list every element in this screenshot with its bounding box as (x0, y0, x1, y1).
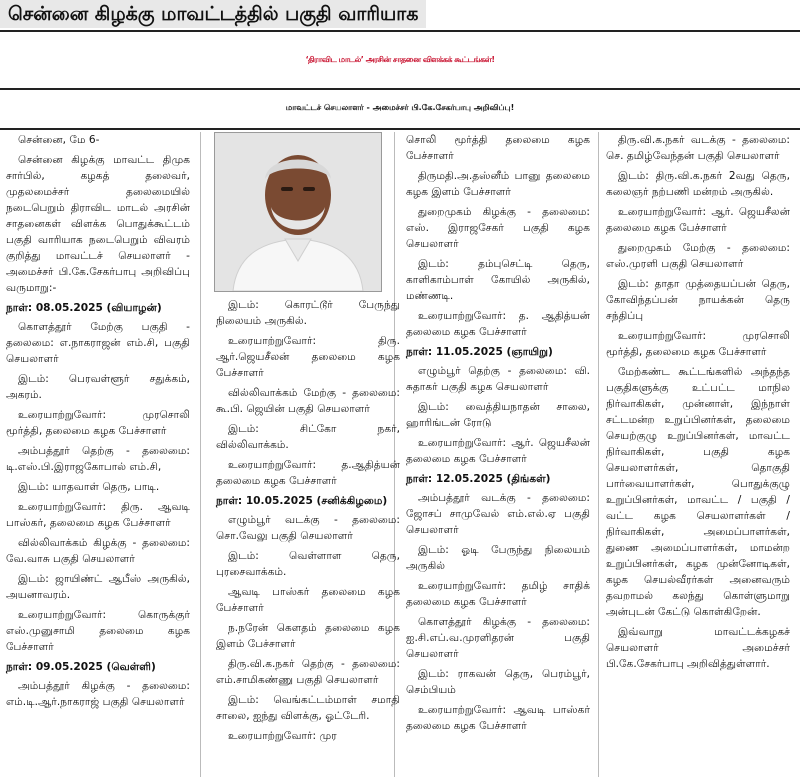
column-2 (216, 132, 400, 748)
paragraph: அம்பத்தூர் தெற்கு - தலைமை: டி.எஸ்.பி.இராஜகோபால் எம்.சி, (6, 445, 190, 473)
article-body (6, 132, 794, 777)
paragraph: உரையாற்றுவோர்: திரு. ஆவடி பாஸ்கர், தலைமை கழக பேச்சாளர் (6, 501, 190, 529)
paragraph: துறைமுகம் கிழக்கு - தலைமை: எஸ். இராஜசேகர் பகுதி கழக செயலாளர் (406, 206, 590, 250)
paragraph: உரையாற்றுவோர்: ஆர். ஜெயசீலன் தலைமை கழக பேச்சாளர் (406, 437, 590, 465)
event-date: நாள்: 10.05.2025 (சனிக்கிழமை) (216, 495, 388, 507)
paragraph: வில்லிவாக்கம் கிழக்கு - தலைமை: வே.வாசு பகுதி செயலாளர் (6, 537, 190, 565)
column-4 (606, 132, 790, 676)
event-date: நாள்: 09.05.2025 (வெள்ளி) (6, 661, 156, 673)
paragraph: உரையாற்றுவோர்: ஆர். ஜெயசீலன் தலைமை கழக பேச்சாளர் (606, 206, 790, 234)
paragraph: இடம்: பெரவள்ளூர் சதுக்கம், அகரம். (6, 373, 190, 401)
paragraph: உரையாற்றுவோர்: த. ஆதித்யன் தலைமை கழக பேச்சாளர் (406, 310, 590, 338)
paragraph: கொளத்தூர் கிழக்கு - தலைமை: ஐ.சி.எப்.வ.முரளிதரன் பகுதி செயலாளர் (406, 616, 590, 660)
paragraph: இடம்: ஜாயிண்ட் ஆபீஸ் அருகில், அயனாவரம். (6, 573, 190, 601)
paragraph: இடம்: திரு.வி.க.நகர் 2வது தெரு, கலைஞர் நற்பணி மன்றம் அருகில். (606, 170, 790, 198)
subhead-band (0, 88, 800, 130)
paragraph: உரையாற்றுவோர்: கொருக்குர் எஸ்.முனுசாமி தலைமை கழக பேச்சாளர் (6, 609, 190, 653)
paragraph: கொளத்தூர் மேற்கு பகுதி - தலைமை: எ.நாகராஜன் எம்.சி, பகுதி செயலாளர் (6, 321, 190, 365)
paragraph: இடம்: ராகவன் தெரு, பெரம்பூர், செம்பியம் (406, 668, 590, 696)
photo-space (216, 132, 400, 297)
paragraph: உரையாற்றுவோர்: முரசொலி மூர்த்தி, தலைமை கழக பேச்சாளர் (6, 409, 190, 437)
paragraph: அம்பத்தூர் வடக்கு - தலைமை: ஜோசப் சாமுவேல் எம்.எல்.ஏ பகுதி செயலாளர் (406, 492, 590, 536)
paragraph: ஆவடி பாஸ்கர் தலைமை கழக பேச்சாளர் (216, 586, 400, 614)
kicker-rule (0, 30, 800, 32)
paragraph: ந.நரேன் கௌதம் தலைமை கழக இளம் பேச்சாளர் (216, 622, 400, 650)
paragraph: மேற்கண்ட கூட்டங்களில் அந்தந்த பகுதிகளுக்கு உட்பட்ட மாநில நிர்வாகிகள், முன்னாள், இந்நாள் சட்டமன்ற உறுப்பினர்கள், தலைமை செயற்குழு உறுப்பினர்கள், மாவட்ட நிர்வாகிகள், பகுதி கழக செயலாளர்கள், தொகுதி பார்வையாளர்கள், பொதுக்குழு உறுப்பினர்கள், மாவட்ட / பகுதி / வட்ட கழக செயலாளர்கள் / நிர்வாகிகள், அமைப்பாளர்கள், துணை அமைப்பாளர்கள், மாமன்ற உறுப்பினர்கள், கழக முன்னோடிகள், கழக செயல்வீரர்கள் அனைவரும் தவறாமல் கலந்து கொள்ளுமாறு அன்புடன் கேட்டு கொள்கிறேன். (606, 366, 790, 618)
paragraph: எழும்பூர் தெற்கு - தலைமை: வி. சுதாகர் பகுதி கழக செயலாளர் (406, 365, 590, 393)
kicker-line: சென்னை கிழக்கு மாவட்டத்தில் பகுதி வாரியாக (0, 0, 426, 28)
paragraph: உரையாற்றுவோர்: த.ஆதித்யன் தலைமை கழக பேச்சாளர் (216, 459, 400, 487)
paragraph: திருமதி.அ.தஸ்னீம் பானு தலைமை கழக இளம் பேச்சாளர் (406, 170, 590, 198)
paragraph: இவ்வாறு மாவட்டக்கழகச் செயலாளர் அமைச்சர் பி.கே.சேகர்பாபு அறிவித்துள்ளார். (606, 626, 790, 670)
paragraph: சொலி மூர்த்தி தலைமை கழக பேச்சாளர் (406, 134, 590, 162)
paragraph: திரு.வி.க.நகர் தெற்கு - தலைமை: எம்.சாமிகண்ணு பகுதி செயலாளர் (216, 658, 400, 686)
column-1 (6, 132, 190, 714)
paragraph: அம்பத்தூர் கிழக்கு - தலைமை: எம்.டி.ஆர்.நாகராஜ் பகுதி செயலாளர் (6, 680, 190, 708)
paragraph: இடம்: வைத்தியநாதன் சாலை, ஹாரிங்டன் ரோடு (406, 401, 590, 429)
paragraph: துறைமுகம் மேற்கு - தலைமை: எஸ்.முரளி பகுதி செயலாளர் (606, 242, 790, 270)
paragraph: இடம்: தம்புசெட்டி தெரு, காளிகாம்பாள் கோயில் அருகில், மண்ணடி. (406, 258, 590, 302)
headline: ‘திராவிட மாடல்’ அரசின் சாதனை விளக்கக் கூட்டங்கள்! (305, 55, 495, 64)
paragraph: இடம்: கொரட்டூர் பேருந்து நிலையம் அருகில். (216, 299, 400, 327)
paragraph: இடம்: தாதா முத்தையப்பன் தெரு, கோவிந்தப்பன் நாயக்கன் தெரு சந்திப்பு (606, 278, 790, 322)
paragraph: உரையாற்றுவோர்: திரு. ஆர்.ஜெயசீலன் தலைமை கழக பேச்சாளர் (216, 335, 400, 379)
paragraph: திரு.வி.க.நகர் வடக்கு - தலைமை: செ. தமிழ்வேந்தன் பகுதி செயலாளர் (606, 134, 790, 162)
event-date: நாள்: 11.05.2025 (ஞாயிறு) (406, 346, 553, 358)
paragraph: இடம்: வெள்ளாள தெரு, புரசைவாக்கம். (216, 550, 400, 578)
paragraph: உரையாற்றுவோர்: ஆவடி பாஸ்கர் தலைமை கழக பேச்சாளர் (406, 704, 590, 732)
column-3 (406, 132, 590, 738)
paragraph: உரையாற்றுவோர்: முரசொலி மூர்த்தி, தலைமை கழக பேச்சாளர் (606, 330, 790, 358)
paragraph: எழும்பூர் வடக்கு - தலைமை: சொ.வேலு பகுதி செயலாளர் (216, 514, 400, 542)
event-date: நாள்: 08.05.2025 (வியாழன்) (6, 302, 162, 314)
paragraph: சென்னை கிழக்கு மாவட்ட திமுக சார்பில், கழகத் தலைவர், முதலமைச்சர் தலைமையில் நடைபெறும் திராவிட மாடல் அரசின் சாதனைகள் விளக்க பொதுக்கூட்டம் பகுதி வாரியாக நடைபெறும் விவரம் குறித்து மாவட்டச் செயலாளர் - அமைச்சர் பி.கே.சேகர்பாபு அறிவிப்பு வருமாறு:- (6, 154, 190, 294)
dateline: சென்னை, மே 6- (18, 134, 100, 146)
subhead: மாவட்டச் செயலாளர் - அமைச்சர் பி.கே.சேகர்பாபு அறிவிப்பு! (285, 103, 515, 112)
paragraph: இடம்: வெங்கட்டம்மாள் சமாதி சாலை, ஐந்து விளக்கு, ஓட்டேரி. (216, 694, 400, 722)
paragraph: இடம்: சிட்கோ நகர், வில்லிவாக்கம். (216, 423, 400, 451)
paragraph: உரையாற்றுவோர்: தமிழ் சாதிக் தலைமை கழக பேச்சாளர் (406, 580, 590, 608)
paragraph: இடம்: யாதவாள் தெரு, பாடி. (18, 481, 160, 493)
paragraph: வில்லிவாக்கம் மேற்கு - தலைமை: கூ.பி. ஜெயின் பகுதி செயலாளர் (216, 387, 400, 415)
event-date: நாள்: 12.05.2025 (திங்கள்) (406, 473, 551, 485)
paragraph: இடம்: ஓடி பேருந்து நிலையம் அருகில் (406, 544, 590, 572)
paragraph: உரையாற்றுவோர்: முர (228, 730, 337, 742)
